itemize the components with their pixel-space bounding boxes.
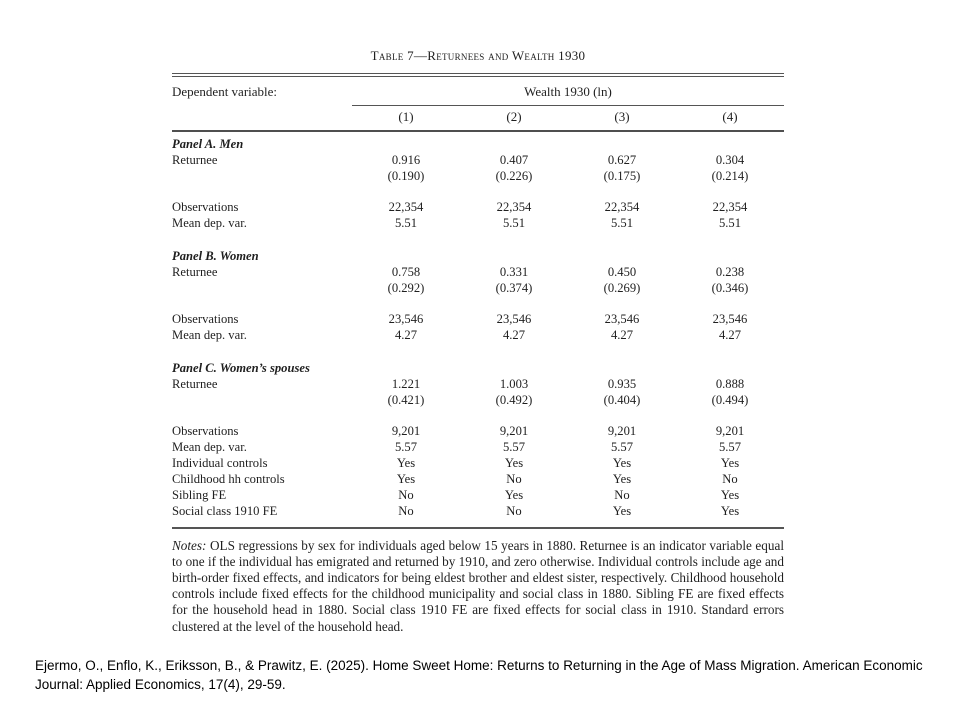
coef-cell: 0.407 [499, 153, 529, 167]
mean-cell: 4.27 [610, 328, 634, 342]
coef-cell: 0.238 [715, 265, 745, 279]
dependent-variable-row [172, 77, 784, 105]
coef-cell: 1.221 [391, 377, 421, 391]
row-label: Individual controls [172, 456, 268, 470]
table-row [172, 311, 784, 327]
control-cell: Yes [720, 488, 740, 502]
obs-cell: 22,354 [604, 200, 640, 214]
coef-cell: 0.758 [391, 265, 421, 279]
se-cell: (0.421) [387, 393, 425, 407]
mean-cell: 5.57 [394, 440, 418, 454]
table-row [172, 439, 784, 455]
table-figure [172, 48, 784, 635]
table-row [172, 423, 784, 439]
se-cell: (0.374) [495, 281, 533, 295]
table-body [172, 132, 784, 519]
row-gap [172, 296, 784, 311]
row-label: Mean dep. var. [172, 440, 247, 454]
table-row [172, 487, 784, 503]
se-cell: (0.175) [603, 169, 641, 183]
table-notes [172, 538, 784, 635]
table-title: Table 7—Returnees and Wealth 1930 [370, 48, 586, 63]
control-cell: Yes [396, 472, 416, 486]
table-row [172, 471, 784, 487]
control-cell: No [398, 504, 414, 518]
control-cell: Yes [612, 504, 632, 518]
row-label: Returnee [172, 265, 218, 279]
control-cell: No [506, 504, 522, 518]
row-label [172, 280, 352, 296]
table-row [172, 168, 784, 184]
mean-cell: 5.51 [610, 216, 634, 230]
control-cell: Yes [612, 456, 632, 470]
notes-text: OLS regressions by sex for individuals aged below 15 years in 1880. Returnee is an indicator variable equal to one if the individual has emigrated and returned by 1910, and zero otherwise. Individual controls include age and birth-order fixed effects, and indicators for being eldest brother and eldest sister, respectively. Childhood household controls include fixed effects for the childhood municipality and social class in 1880. Sibling FE are fixed effects for the household head in 1880. Social class 1910 FE are fixed effects for social class in 1910. Standard errors clustered at the level of the household head. [172, 537, 784, 634]
se-cell: (0.494) [711, 393, 749, 407]
coef-cell: 0.450 [607, 265, 637, 279]
mean-cell: 5.51 [718, 216, 742, 230]
column-header: (3) [614, 109, 630, 124]
mean-cell: 5.57 [502, 440, 526, 454]
mean-cell: 5.57 [610, 440, 634, 454]
se-cell: (0.190) [387, 169, 425, 183]
table-row [172, 280, 784, 296]
coef-cell: 0.888 [715, 377, 745, 391]
row-gap [172, 408, 784, 423]
se-cell: (0.346) [711, 281, 749, 295]
panel-c-label: Panel C. Women’s spouses [172, 361, 310, 375]
row-label [172, 392, 352, 408]
column-numbers [352, 105, 784, 129]
table-row [172, 264, 784, 280]
obs-cell: 9,201 [715, 424, 745, 438]
se-cell: (0.492) [495, 393, 533, 407]
se-cell: (0.404) [603, 393, 641, 407]
table-row [172, 327, 784, 343]
panel-gap [172, 231, 784, 248]
table-row [172, 455, 784, 471]
row-label: Childhood hh controls [172, 472, 285, 486]
coef-cell: 0.304 [715, 153, 745, 167]
column-header: (1) [398, 109, 414, 124]
panel-b-label: Panel B. Women [172, 249, 259, 263]
citation: Ejermo, O., Enflo, K., Eriksson, B., & Prawitz, E. (2025). Home Sweet Home: Returns to Returning in the Age of Mass Migration. American Economic Journal: Applied Economics, 17(4), 29-59. [35, 658, 923, 692]
obs-cell: 23,546 [388, 312, 424, 326]
control-cell: No [614, 488, 630, 502]
control-cell: Yes [720, 456, 740, 470]
row-label [172, 168, 352, 184]
row-label: Mean dep. var. [172, 328, 247, 342]
mean-cell: 4.27 [502, 328, 526, 342]
obs-cell: 9,201 [499, 424, 529, 438]
coef-cell: 0.916 [391, 153, 421, 167]
dependent-variable-label: Dependent variable: [172, 84, 278, 99]
se-cell: (0.269) [603, 281, 641, 295]
obs-cell: 22,354 [388, 200, 424, 214]
row-label: Social class 1910 FE [172, 504, 278, 518]
table-bottom-rule [172, 527, 784, 529]
table-row [172, 503, 784, 519]
mean-cell: 5.51 [502, 216, 526, 230]
row-label: Returnee [172, 153, 218, 167]
obs-cell: 9,201 [391, 424, 421, 438]
row-label: Sibling FE [172, 488, 227, 502]
table-row [172, 376, 784, 392]
coef-cell: 0.935 [607, 377, 637, 391]
row-label: Observations [172, 200, 239, 214]
obs-cell: 23,546 [712, 312, 748, 326]
dependent-variable-value: Wealth 1930 (ln) [524, 84, 612, 99]
notes-label: Notes: [172, 537, 207, 553]
column-numbers-row [172, 105, 784, 129]
column-header: (4) [722, 109, 738, 124]
control-cell: Yes [720, 504, 740, 518]
table-row [172, 215, 784, 231]
control-cell: No [722, 472, 738, 486]
control-cell: No [506, 472, 522, 486]
coef-cell: 1.003 [499, 377, 529, 391]
obs-cell: 22,354 [496, 200, 532, 214]
mean-cell: 5.57 [718, 440, 742, 454]
obs-cell: 23,546 [604, 312, 640, 326]
row-label: Observations [172, 424, 239, 438]
row-label: Mean dep. var. [172, 216, 247, 230]
panel-gap [172, 343, 784, 360]
obs-cell: 23,546 [496, 312, 532, 326]
obs-cell: 22,354 [712, 200, 748, 214]
mean-cell: 4.27 [394, 328, 418, 342]
se-cell: (0.226) [495, 169, 533, 183]
column-numbers-spacer [172, 105, 352, 129]
coef-cell: 0.627 [607, 153, 637, 167]
panel-a-label: Panel A. Men [172, 137, 244, 151]
row-label: Returnee [172, 377, 218, 391]
mean-cell: 5.51 [394, 216, 418, 230]
obs-cell: 9,201 [607, 424, 637, 438]
dependent-variable-span [352, 84, 784, 105]
control-cell: Yes [504, 488, 524, 502]
table-row [172, 152, 784, 168]
coef-cell: 0.331 [499, 265, 529, 279]
control-cell: Yes [396, 456, 416, 470]
column-header: (2) [506, 109, 522, 124]
row-label: Observations [172, 312, 239, 326]
se-cell: (0.214) [711, 169, 749, 183]
table-row [172, 392, 784, 408]
mean-cell: 4.27 [718, 328, 742, 342]
control-cell: Yes [504, 456, 524, 470]
row-gap [172, 184, 784, 199]
control-cell: No [398, 488, 414, 502]
se-cell: (0.292) [387, 281, 425, 295]
control-cell: Yes [612, 472, 632, 486]
table-row [172, 199, 784, 215]
